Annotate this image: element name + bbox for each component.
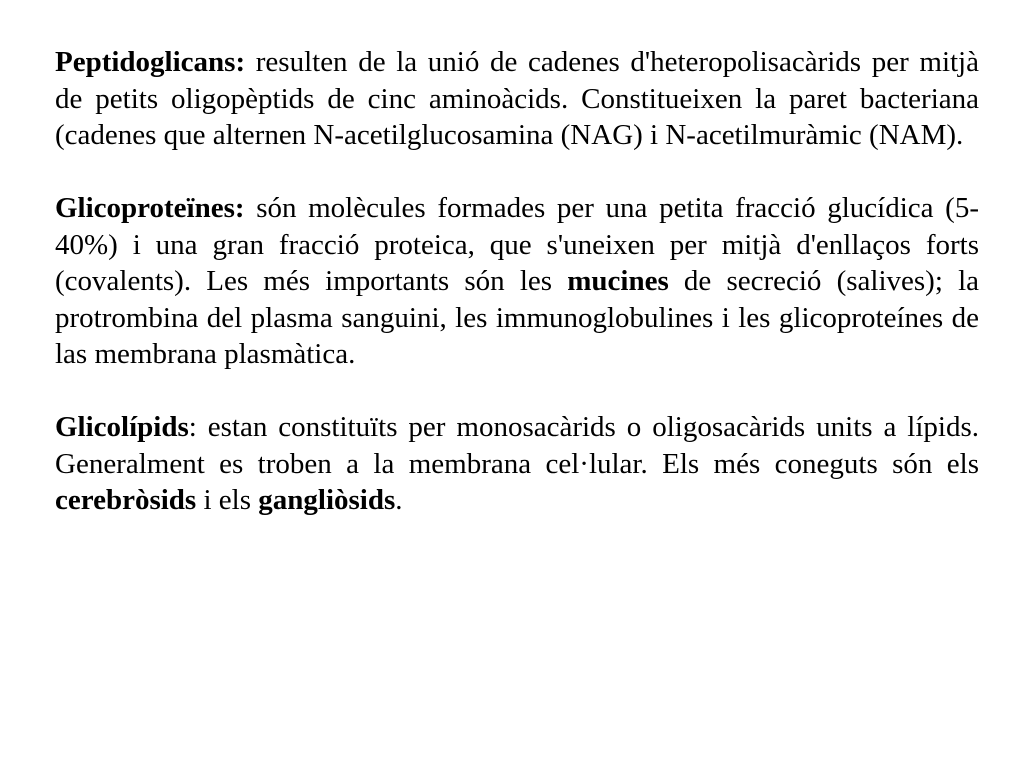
- paragraph-glicolipids: [55, 409, 979, 519]
- term-gangliosids: gangliòsids: [258, 484, 396, 516]
- definition-text: de secreció (salives); la protrombina del plasma sanguini, les immunoglobulines i les glicoproteínes de las membrana plasmàtica.: [55, 265, 979, 370]
- definition-text: i els: [196, 484, 259, 516]
- paragraph-glicoproteines: [55, 190, 979, 373]
- slide-content: [55, 44, 979, 519]
- definition-text: .: [395, 484, 403, 516]
- term-glicoproteines: Glicoproteïnes:: [55, 192, 245, 224]
- paragraph-peptidoglicans: [55, 44, 979, 154]
- term-glicolipids: Glicolípids: [55, 411, 189, 443]
- term-cerebrosids: cerebròsids: [55, 484, 197, 516]
- definition-text: resulten de la unió de cadenes d'heteropolisacàrids per mitjà de petits oligopèptids de cinc aminoàcids. Constitueixen la paret bacteriana (cadenes que alternen N-acetilglucosamina (NAG) i N-acetilmuràmic (NAM).: [55, 46, 979, 151]
- term-peptidoglicans: Peptidoglicans:: [55, 46, 246, 78]
- definition-text: són molècules formades per una petita fracció glucídica (5-40%) i una gran fracció proteica, que s'uneixen per mitjà d'enllaços forts (covalents). Les més importants són les: [55, 192, 979, 297]
- definition-text: : estan constituïts per monosacàrids o oligosacàrids units a lípids. Generalment es troben a la membrana cel·lular. Els més coneguts són els: [55, 411, 979, 480]
- term-mucines: mucines: [567, 265, 669, 297]
